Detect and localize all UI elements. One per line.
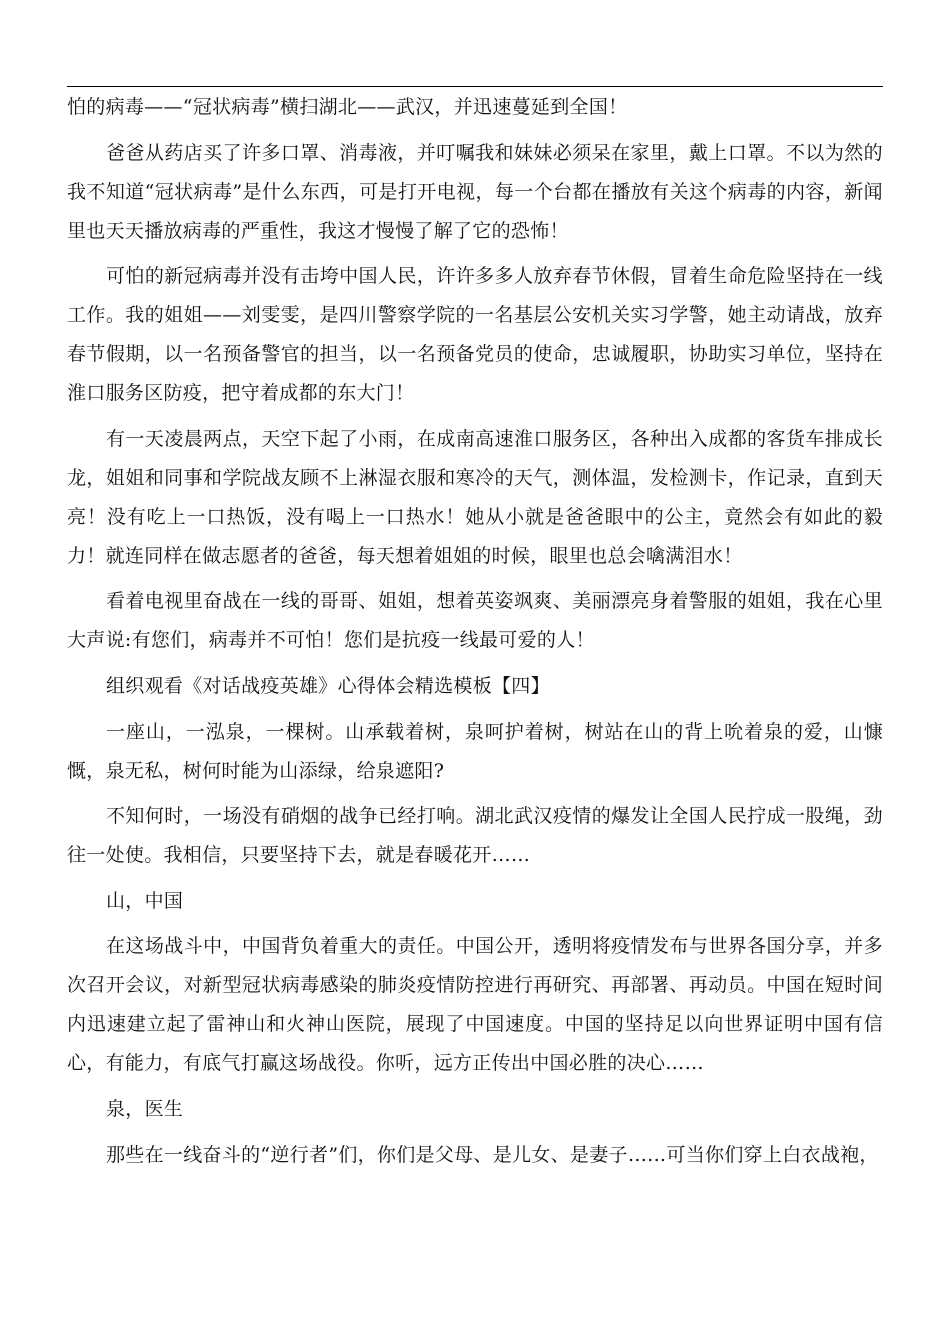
- paragraph: 不知何时，一场没有硝烟的战争已经打响。湖北武汉疫情的爆发让全国人民拧成一股绳，劲往一处使。我相信，只要坚持下去，就是春暖花开……: [67, 805, 883, 867]
- paragraph: 可怕的新冠病毒并没有击垮中国人民，许许多多人放弃春节休假，冒着生命危险坚持在一线工作。我的姐姐——刘雯雯，是四川警察学院的一名基层公安机关实习学警，她主动请战，放弃春节假期，以一名预备警官的担当，以一名预备党员的使命，忠诚履职，协助实习单位，坚持在淮口服务区防疫，把守着成都的东大门！: [67, 265, 883, 405]
- header-rule: [67, 86, 883, 87]
- section-heading: 组织观看《对话战疫英雄》心得体会精选模板【四】: [106, 674, 550, 697]
- paragraph: 有一天凌晨两点，天空下起了小雨，在成南高速淮口服务区，各种出入成都的客货车排成长龙，姐姐和同事和学院战友顾不上淋湿衣服和寒冷的天气，测体温，发检测卡，作记录，直到天亮！没有吃上一口热饭，没有喝上一口热水！她从小就是爸爸眼中的公主，竟然会有如此的毅力！就连同样在做志愿者的爸爸，每天想着姐姐的时候，眼里也总会噙满泪水！: [67, 427, 883, 567]
- paragraph: 那些在一线奋斗的“逆行者”们，你们是父母、是儿女、是妻子……可当你们穿上白衣战袍，: [106, 1143, 879, 1166]
- paragraph-continuation: 怕的病毒——“冠状病毒”横扫湖北——武汉，并迅速蔓延到全国！: [67, 96, 628, 118]
- paragraph: 在这场战斗中，中国背负着重大的责任。中国公开，透明将疫情发布与世界各国分享，并多次召开会议，对新型冠状病毒感染的肺炎疫情防控进行再研究、再部署、再动员。中国在短时间内迅速建立起了雷神山和火神山医院，展现了中国速度。中国的坚持足以向世界证明中国有信心，有能力，有底气打赢这场战役。你听，远方正传出中国必胜的决心……: [67, 935, 883, 1075]
- paragraph: 爸爸从药店买了许多口罩、消毒液，并叮嘱我和妹妹必须呆在家里，戴上口罩。不以为然的我不知道“冠状病毒”是什么东西，可是打开电视，每一个台都在播放有关这个病毒的内容，新闻里也天天播放病毒的严重性，我这才慢慢了解了它的恐怖！: [67, 141, 883, 242]
- document-body: [67, 88, 883, 1181]
- paragraph: 看着电视里奋战在一线的哥哥、姐姐，想着英姿飒爽、美丽漂亮身着警服的姐姐，我在心里大声说:有您们，病毒并不可怕！您们是抗疫一线最可爱的人！: [67, 590, 883, 652]
- subheading: 泉，医生: [106, 1097, 184, 1120]
- paragraph: 一座山，一泓泉，一棵树。山承载着树，泉呵护着树，树站在山的背上吮着泉的爱，山慷慨，泉无私，树何时能为山添绿，给泉遮阳?: [67, 720, 883, 782]
- subheading: 山，中国: [106, 889, 184, 912]
